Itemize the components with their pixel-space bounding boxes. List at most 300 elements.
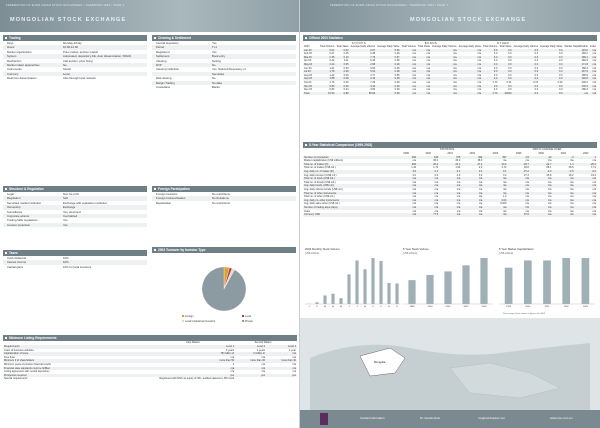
table-cell: 6.10 (350, 77, 377, 81)
table-cell: 10.04 (319, 92, 335, 96)
info-key: Custodians (156, 84, 170, 89)
table-cell: n/a (458, 77, 482, 81)
table-cell: n/a (525, 195, 529, 199)
column-header: 2001 (447, 152, 453, 155)
table-cell: 0.29 (376, 85, 400, 89)
mini-chart-tick-label: 1999 (506, 306, 512, 308)
table-cell: 0.56 (376, 49, 400, 53)
table-cell: 397 (483, 156, 507, 160)
mini-chart-tick-label: A (332, 306, 334, 308)
listing-table (3, 345, 297, 381)
comparison-title: 5-Year Statistical Comparison (1999-2003) (303, 142, 597, 148)
structure-title: Structure & Regulation (3, 186, 147, 192)
table-cell: Oct.03 (304, 80, 312, 84)
table-cell: Avg. daily no. of trades (th) (303, 170, 395, 174)
table-cell: n/a (477, 59, 482, 63)
info-value: Self (63, 196, 68, 201)
table-cell: Capitalization of issue (3, 352, 93, 356)
table-cell: n/a (461, 184, 483, 188)
foreign-rows (152, 192, 296, 205)
table-cell: n/a (530, 199, 552, 203)
table-cell: n/a (439, 213, 461, 217)
table-cell: n/a (439, 206, 461, 210)
table-cell: n/a (477, 88, 482, 92)
table-cell: Mar.03 (303, 56, 319, 60)
table-cell: n/a (417, 85, 431, 89)
table-cell: n/a (570, 187, 574, 191)
table-cell: 0.0 (559, 66, 563, 70)
table-cell: n/a (266, 352, 297, 356)
table-cell: 0.45 (394, 66, 400, 70)
table-cell: 0.01 (506, 80, 512, 84)
mini-chart-tick-label: M (340, 306, 342, 308)
table-cell: n/a (525, 159, 529, 163)
table-cell: 0.48 (376, 70, 400, 74)
table-cell: n/a (431, 70, 458, 74)
comparison-panel (303, 142, 597, 242)
info-row (3, 265, 147, 269)
table-cell: -10 (530, 156, 552, 160)
table-cell: 0.0 (534, 66, 539, 70)
footer-person: Dr. Gerelto Dulu (420, 416, 441, 420)
comparison-table (303, 152, 597, 217)
mini-chart-tick-label: 1999 (409, 306, 415, 308)
column-header: 2000 (425, 152, 431, 155)
column-header: Average Daily Value (458, 45, 482, 48)
mini-chart-tick-label: M (324, 306, 326, 308)
mini-chart-note: Percentage: Data shown in figures for 2003 (503, 313, 546, 315)
table-cell: 67.6 (507, 213, 529, 217)
table-cell: 0.0 (539, 49, 563, 53)
table-cell: n/a (589, 56, 597, 60)
table-cell: Index (304, 209, 311, 213)
investor-type-panel (152, 247, 296, 325)
table-cell: 189.1 (564, 56, 589, 60)
table-cell: n/a (589, 63, 597, 67)
table-cell: 0.0 (482, 77, 498, 81)
trading-title: Trading (3, 35, 147, 41)
table-cell: 0.0 (478, 173, 483, 177)
info-value: Pure market, auction market (63, 49, 99, 54)
table-cell: 1.42 (411, 166, 417, 170)
table-cell: n/a (574, 177, 597, 181)
table-cell: Total no. of bonds (US$ mil.) (304, 180, 336, 184)
left-header-small: FEDERATION OF EURO-ASIAN STOCK EXCHANGES / YEARBOOK 2003 / PAGE 7 (6, 4, 125, 7)
table-cell: yes (235, 374, 266, 378)
table-cell: 0.1 (439, 170, 461, 174)
table-cell: more than 50 (93, 359, 235, 363)
info-key: System (7, 54, 17, 59)
table-cell: n/a (235, 367, 266, 371)
table-cell: n/a (478, 187, 483, 191)
info-value: Yes, National Depository of (212, 67, 246, 72)
info-value: Exchange with evaluation institution (63, 200, 108, 205)
table-cell: 0.0 (482, 49, 498, 53)
table-cell: -29.7 (507, 163, 529, 167)
table-cell: n/a (478, 202, 483, 206)
table-cell: n/a (570, 195, 574, 199)
table-cell: 0.00 (557, 80, 563, 84)
table-cell: 0.00 (483, 199, 507, 203)
table-cell: n/a (412, 202, 417, 206)
group-statistics: STATISTICS (439, 148, 455, 151)
table-cell: n/a (592, 73, 596, 77)
table-cell: 0.1 (461, 170, 483, 174)
table-cell: n/a (502, 209, 507, 213)
info-key: Real time dissemination (7, 76, 37, 81)
table-cell: 0.06 (335, 85, 349, 89)
table-cell: 20.4 (483, 163, 507, 167)
table-cell: 20000 (498, 92, 512, 96)
table-cell: Jul.03 (303, 70, 319, 74)
table-cell: 0.11 (343, 59, 349, 63)
table-cell: 168.4 (581, 66, 588, 70)
table-cell: n/a (477, 80, 482, 84)
mini-chart-tick-label: J (348, 306, 350, 308)
mini-chart-bar (462, 265, 469, 304)
info-value: 10% (63, 260, 69, 265)
column-header: 2002 (469, 152, 476, 155)
table-cell: 191.0 (564, 49, 589, 53)
table-cell: 0.0 (493, 88, 498, 92)
table-cell: n/a (574, 192, 597, 196)
monthly-title: Official 2003 Statistics (303, 35, 597, 41)
column-header: 2002 (582, 152, 589, 155)
table-cell: n/a (426, 73, 431, 77)
table-cell: 93.8 (524, 166, 529, 170)
mini-chart-bar (582, 258, 590, 304)
table-cell: n/a (574, 206, 597, 210)
table-cell: 1.70 (482, 92, 498, 96)
mini-chart-bar (524, 260, 532, 304)
table-cell: n/a (456, 202, 461, 206)
table-cell: 2.3 (478, 166, 483, 170)
info-row (3, 223, 147, 227)
table-cell: n/a (431, 49, 458, 53)
table-cell: n/a (570, 209, 574, 213)
table-cell: 77.6 (417, 213, 439, 217)
right-header-small: FEDERATION OF EURO-ASIAN STOCK EXCHANGES / YEARBOOK 2003 / PAGE 7 (330, 4, 449, 7)
table-cell: Level 3 (266, 345, 297, 349)
info-key: DVP (156, 62, 162, 67)
table-cell: n/a (417, 70, 431, 74)
info-value: Book entry (212, 54, 226, 59)
table-cell: 0.84 (329, 88, 335, 92)
table-cell: n/a (507, 184, 529, 188)
table-cell: 0.0 (508, 88, 512, 92)
legend-swatch (242, 320, 244, 322)
table-cell: n/a (395, 199, 417, 203)
table-cell: 0.86 (319, 85, 335, 89)
table-cell: n/a (412, 195, 417, 199)
table-cell: 185.9 (581, 73, 588, 77)
table-cell: n/a (412, 88, 416, 92)
table-cell: Sep.03 (303, 77, 319, 81)
table-cell: n/a (439, 177, 461, 181)
info-value: No (212, 62, 216, 67)
mini-chart-tick-label: 2002 (463, 306, 469, 308)
table-cell: n/a (589, 70, 597, 74)
info-value: 10:00-12:00 (63, 45, 78, 50)
taxes-panel (3, 250, 147, 280)
group-change: 2003 % CHANGE OVER (532, 148, 562, 151)
table-cell: n/a (417, 92, 431, 96)
table-cell: 1.76 (329, 80, 335, 84)
table-cell: n/a (483, 192, 507, 196)
table-cell: 0.0 (539, 85, 563, 89)
table-cell: n/a (589, 85, 597, 89)
table-cell: Minimum years of positive financial results (4, 362, 51, 366)
table-cell: -15 (507, 156, 529, 160)
right-page (300, 0, 600, 428)
clearing-panel (152, 35, 296, 109)
info-key: Risk sharing (156, 76, 172, 81)
column-header: 1999 (515, 152, 522, 155)
table-cell: 0.0 (513, 49, 540, 53)
table-cell: 443 (417, 156, 439, 160)
table-cell: 0.07 (350, 49, 377, 53)
info-key: Securities market institution (7, 200, 42, 205)
table-cell: n/a (502, 187, 507, 191)
table-cell: 0.0 (534, 59, 539, 63)
table-cell: n/a (230, 355, 235, 359)
info-value: 10% for local investors (63, 264, 92, 269)
table-cell: n/a (483, 213, 507, 217)
structure-panel (3, 186, 147, 236)
legend-label: Local (245, 315, 251, 318)
table-cell: 2.74 (501, 166, 507, 170)
table-cell: n/a (434, 180, 439, 184)
table-cell: n/a (395, 213, 417, 217)
info-row (152, 201, 296, 205)
table-cell: n/a (574, 184, 597, 188)
mini-chart-tick-label: J (356, 306, 358, 308)
mini-chart-tick-label: N (388, 306, 390, 308)
investor-type-title: 2003 Turnover by Investor Type (152, 247, 296, 253)
table-cell: 0.0 (498, 56, 512, 60)
legend-swatch (182, 315, 184, 317)
table-cell: n/a (483, 206, 507, 210)
table-cell: n/a (592, 209, 596, 213)
table-cell: 0.0 (539, 70, 563, 74)
column-header: Index (589, 45, 596, 48)
table-cell: 0.0 (513, 70, 540, 74)
info-key: Margin Trading (156, 80, 175, 85)
table-row (3, 377, 297, 381)
map-label: Mongolia (374, 360, 386, 364)
table-cell: n/a (426, 59, 431, 63)
table-cell: n/a (412, 66, 416, 70)
table-cell: n/a (547, 195, 552, 199)
table-cell: n/a (453, 59, 457, 63)
table-cell: 200.0 (581, 80, 588, 84)
table-cell: 3.83 (370, 88, 376, 92)
table-cell: n/a (401, 70, 417, 74)
mini-chart-tick-label: 2003 (582, 306, 588, 308)
table-cell: n/a (395, 192, 417, 196)
table-cell: n/a (230, 370, 235, 374)
table-cell: 1.88 (319, 77, 335, 81)
info-value: No (212, 76, 216, 81)
info-value: Stocks (63, 67, 72, 72)
info-value: 10% (63, 256, 69, 260)
table-cell: 4.43 (350, 85, 377, 89)
table-cell: 171.8 (564, 63, 589, 67)
table-cell: Avg. daily volume bonds (US$ mil.) (304, 187, 343, 191)
mini-chart-bar (355, 260, 358, 304)
table-cell: Total (303, 92, 319, 96)
table-cell: 0.0 (559, 52, 563, 56)
table-cell: n/a (530, 184, 552, 188)
table-cell: 36.0 (433, 159, 439, 163)
table-cell: 0.02 (335, 49, 349, 53)
table-cell: n/a (483, 177, 507, 181)
clearing-rows (152, 41, 296, 89)
table-cell: n/a (458, 63, 482, 67)
info-key: Days (7, 41, 14, 45)
table-cell: n/a (570, 202, 574, 206)
table-cell: Feb.03 (304, 52, 312, 56)
table-cell: n/a (261, 355, 266, 359)
info-value: Centralized (63, 213, 78, 218)
listing-second-market: Second Market (254, 341, 272, 344)
mini-chart-bar (315, 302, 318, 304)
table-cell: n/a (292, 355, 296, 359)
info-value: Automated, depository link, Auto dissemination, SWAN (63, 54, 131, 59)
table-cell: 7B million tri (93, 352, 235, 356)
table-cell: n/a (478, 195, 483, 199)
table-cell: n/a (261, 362, 266, 366)
mini-chart-bar (395, 283, 398, 304)
table-cell: 0.0 (456, 173, 461, 177)
table-cell: n/a (525, 187, 529, 191)
exchange-logo (320, 413, 328, 425)
table-cell: 0.06 (343, 66, 349, 70)
table-cell: n/a (458, 85, 482, 89)
info-key: Mechanism (7, 58, 22, 63)
table-cell: 0.26 (394, 52, 400, 56)
footer-web[interactable]: www.mse.com.mn (550, 416, 573, 420)
table-cell: n/a (530, 213, 552, 217)
info-value: No limitations (212, 196, 229, 201)
table-cell: Prospectus required (3, 374, 93, 378)
info-key: Trading halts regulations (7, 218, 38, 223)
table-cell: Market capitalization (US$ millions) (304, 159, 344, 163)
table-cell: 1 year (289, 348, 296, 352)
column-header: 2000 (538, 152, 544, 155)
table-cell: 0.0 (482, 70, 498, 74)
mini-chart-bar (331, 294, 334, 304)
info-value: Securities (212, 71, 225, 76)
table-cell: n/a (431, 85, 458, 89)
table-cell: 2.98 (350, 63, 377, 67)
table-cell: n/a (439, 199, 461, 203)
table-cell: -0.0 (574, 170, 597, 174)
info-row (152, 85, 296, 89)
table-cell: 0.0 (498, 70, 512, 74)
table-cell: n/a (401, 85, 417, 89)
info-key: Hours (7, 45, 15, 50)
table-cell: 68.1 (546, 166, 552, 170)
table-cell: n/a (434, 209, 439, 213)
table-cell: 178.3 (564, 85, 589, 89)
footer-email[interactable]: mngfund.freedom.net (478, 416, 505, 420)
table-cell: Registered with MSC as equity of IDC, audited statement, MCI card (159, 377, 235, 381)
table-cell: 0.01 (319, 49, 335, 53)
table-cell: n/a (412, 59, 416, 63)
legend-label: Private (245, 320, 253, 323)
table-cell: n/a (412, 187, 417, 191)
table-cell: 20.1 (439, 163, 461, 167)
table-cell: n/a (552, 177, 574, 181)
table-cell: n/a (592, 195, 596, 199)
table-cell: 0.06 (343, 52, 349, 56)
table-cell: 188.4 (581, 88, 588, 92)
table-cell: n/a (426, 52, 431, 56)
table-cell: Number of companies (303, 156, 395, 160)
legend-label: Local Institutional Investors (185, 320, 216, 323)
table-cell: 375 (439, 156, 461, 160)
table-cell: n/a (453, 80, 457, 84)
table-cell: n/a (507, 192, 529, 196)
foreign-title: Foreign Participation (152, 186, 296, 192)
clearing-title: Clearing & Settlement (152, 35, 296, 41)
table-cell: n/a (401, 56, 417, 60)
info-key: Capital gains (7, 264, 24, 269)
table-cell: n/a (292, 362, 296, 366)
table-cell: Total no. of trades (US$ mil.) (304, 166, 336, 170)
table-cell: n/a (431, 56, 458, 60)
legend-swatch (182, 320, 184, 322)
table-cell: 38.0 (477, 159, 483, 163)
table-cell: n/a (592, 187, 596, 191)
table-cell: n/a (412, 159, 417, 163)
table-cell: Currency USD (303, 213, 395, 217)
table-cell: n/a (458, 56, 482, 60)
table-cell: Avg. daily turnover (US$ mil.) (304, 173, 337, 177)
table-cell: 0.04 (343, 88, 349, 92)
table-cell: Total no. of trades (th) (303, 163, 395, 167)
table-cell: 5.48 (376, 92, 400, 96)
table-cell: 0.48 (376, 77, 400, 81)
table-cell: 192.8 (564, 77, 589, 81)
taxes-title: Taxes (3, 250, 147, 256)
table-cell: 7.76 (350, 56, 377, 60)
table-cell: 0.0 (412, 173, 417, 177)
info-key: Ownership (7, 205, 21, 210)
table-cell: 0.000 (500, 202, 507, 206)
table-cell: 0.05 (335, 63, 349, 67)
mini-chart-tick-label: D (396, 306, 398, 308)
table-cell: 0.0 (539, 56, 563, 60)
mini-chart-bar (426, 275, 433, 304)
info-value: Yes (212, 41, 217, 45)
map-graphic (300, 318, 600, 410)
table-cell: n/a (592, 66, 596, 70)
info-key: Registered (156, 49, 170, 54)
trading-panel (3, 35, 147, 109)
table-cell: n/a (478, 180, 483, 184)
table-cell: n/a (552, 192, 574, 196)
table-cell: more than 30 (266, 359, 297, 363)
info-value: Netting (212, 58, 221, 63)
table-cell (266, 377, 297, 381)
info-key: Period (156, 45, 165, 50)
table-cell: Avg. daily bonds (US$ mil.) (303, 184, 395, 188)
table-cell: n/a (530, 192, 552, 196)
table-cell: 0.0 (508, 73, 512, 77)
table-cell: 38.6 (568, 166, 574, 170)
